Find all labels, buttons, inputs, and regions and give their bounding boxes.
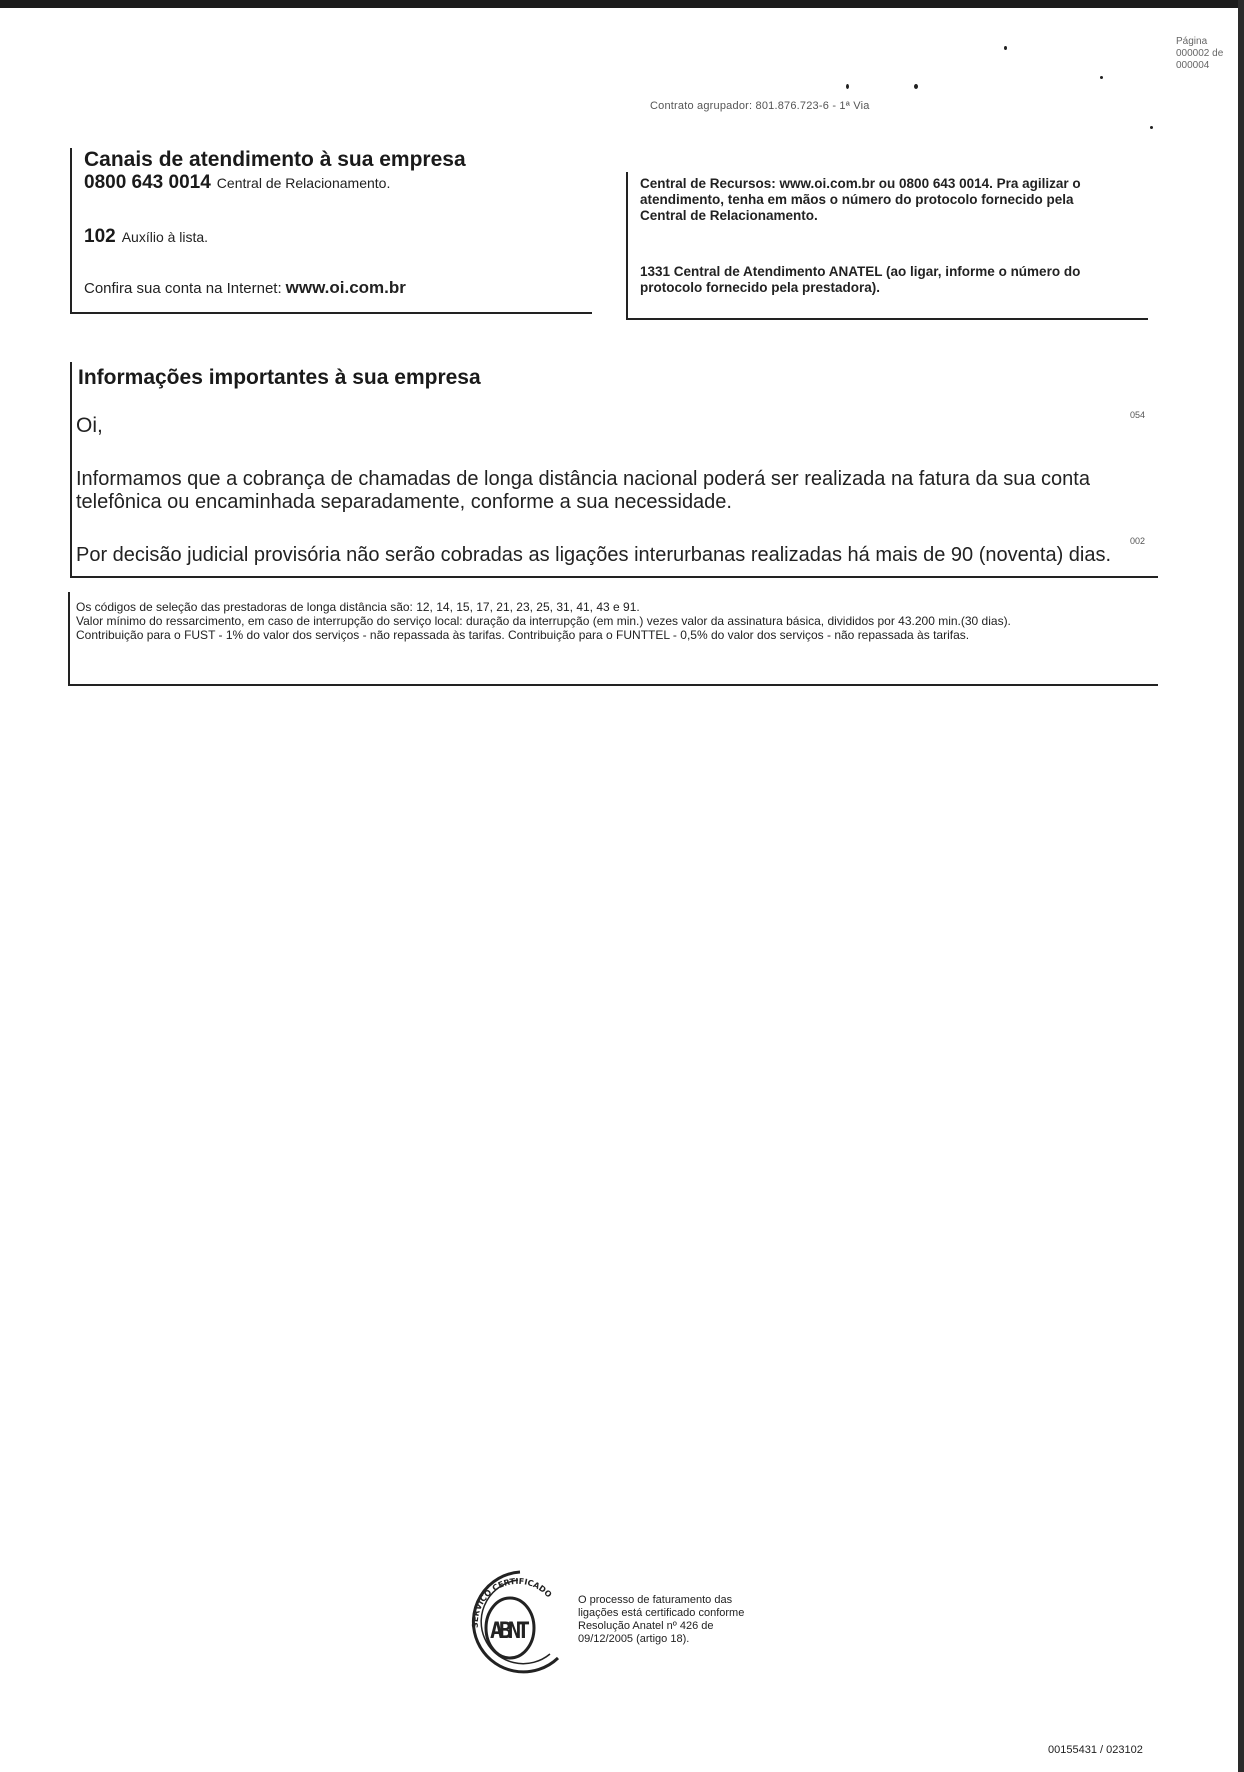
aux-number: 102 xyxy=(84,226,116,247)
contract-line: Contrato agrupador: 801.876.723-6 - 1ª Via xyxy=(650,100,870,112)
recursos-text: Central de Recursos: www.oi.com.br ou 0800 643 0014. Pra agilizar o atendimento, tenha em mãos o número do protocolo fornecido pela Central de Relacionamento. xyxy=(640,176,1081,223)
scan-speck xyxy=(1150,126,1153,129)
info-paragraph-2: Por decisão judicial provisória não serão cobradas as ligações interurbanas realizadas há mais de 90 (noventa) dias. xyxy=(76,544,1112,566)
aux-line xyxy=(84,226,208,248)
greeting: Oi, xyxy=(76,414,103,437)
scan-speck xyxy=(1004,46,1007,50)
page-total: 000004 xyxy=(1176,60,1210,71)
anatel-text: 1331 Central de Atendimento ANATEL (ao ligar, informe o número do protocolo fornecido pela prestadora). xyxy=(640,264,1081,295)
internet-url: www.oi.com.br xyxy=(285,278,406,297)
note-reimbursement: Valor mínimo do ressarcimento, em caso de interrupção do serviço local: duração da interrupção (em min.) vezes valor da assinatura básica, divididos por 43.200 min.(30 dias). xyxy=(76,614,1011,628)
scan-top-edge xyxy=(0,0,1244,8)
scan-speck xyxy=(846,84,849,89)
page-number xyxy=(1176,36,1238,72)
scan-right-edge xyxy=(1238,0,1244,1772)
footer-code: 00155431 / 023102 xyxy=(1048,1744,1143,1756)
info-title: Informações importantes à sua empresa xyxy=(78,366,481,389)
scan-speck xyxy=(914,84,918,89)
info-code-b: 002 xyxy=(1130,536,1146,546)
internet-label: Confira sua conta na Internet: xyxy=(84,280,282,297)
internet-line xyxy=(84,278,406,298)
seal-ring-text: SERVIÇO CERTIFICADO xyxy=(470,1576,554,1629)
scan-speck xyxy=(1100,76,1103,79)
abnt-seal-icon xyxy=(458,1562,574,1678)
note-selection-codes: Os códigos de seleção das prestadoras de longa distância são: 12, 14, 15, 17, 21, 23, 25, 31, 41, 43 e 91. xyxy=(76,600,640,614)
notes xyxy=(76,600,1161,642)
aux-description: Auxílio à lista. xyxy=(121,229,209,245)
seal-emblem-text: ABNT xyxy=(490,1619,530,1644)
info-paragraph-1: Informamos que a cobrança de chamadas de longa distância nacional poderá ser realizada na fatura da sua conta telefônica ou encaminhada separadamente, conforme a sua necessidade. xyxy=(76,468,1090,513)
note-contributions: Contribuição para o FUST - 1% do valor dos serviços - não repassada às tarifas. Contribuição para o FUNTTEL - 0,5% do valor dos serviços - não repassada às tarifas. xyxy=(76,628,970,642)
page-current: 000002 de xyxy=(1176,48,1224,59)
seal-caption: O processo de faturamento das ligações está certificado conforme Resolução Anatel nº 426 de 09/12/2005 (artigo 18). xyxy=(578,1594,745,1645)
canais-title: Canais de atendimento à sua empresa xyxy=(84,148,466,171)
phone-number: 0800 643 0014 xyxy=(84,172,211,193)
phone-line xyxy=(84,172,390,194)
info-code-a: 054 xyxy=(1130,410,1146,420)
phone-description: Central de Relacionamento. xyxy=(216,175,391,191)
page-label: Página xyxy=(1176,36,1208,47)
